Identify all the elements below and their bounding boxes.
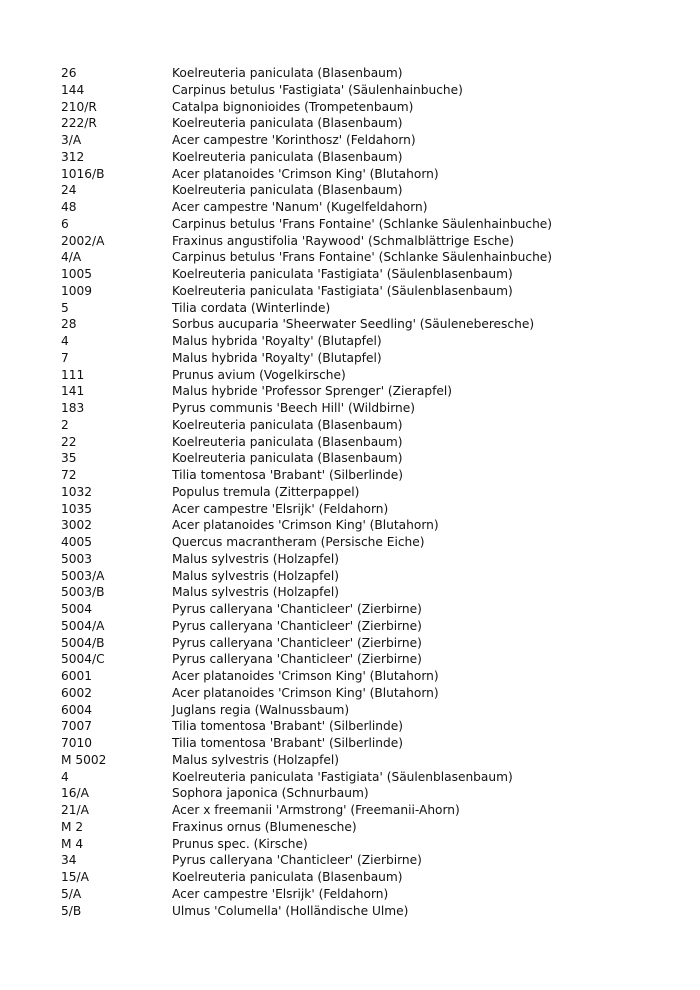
list-item <box>61 635 661 652</box>
tree-number: 16/A <box>61 786 89 801</box>
tree-species: Koelreuteria paniculata 'Fastigiata' (Säulenblasenbaum) <box>172 283 513 298</box>
list-item <box>61 836 661 853</box>
list-item <box>61 852 661 869</box>
tree-number: 1005 <box>61 267 93 281</box>
tree-number: 5 <box>61 300 69 315</box>
tree-number: 183 <box>61 401 85 415</box>
tree-species: Malus sylvestris (Holzapfel) <box>172 585 340 600</box>
list-item <box>61 233 661 250</box>
tree-species: Acer platanoides 'Crimson King' (Blutahorn) <box>172 166 439 181</box>
list-item <box>61 434 661 451</box>
list-item <box>61 400 661 417</box>
tree-species: Koelreuteria paniculata (Blasenbaum) <box>172 66 403 80</box>
list-item <box>61 283 661 300</box>
tree-number: 5003 <box>61 551 93 566</box>
list-item <box>61 82 661 99</box>
list-item <box>61 300 661 317</box>
tree-species: Carpinus betulus 'Fastigiata' (Säulenhainbuche) <box>172 82 463 97</box>
tree-species: Carpinus betulus 'Frans Fontaine' (Schlanke Säulenhainbuche) <box>172 216 553 231</box>
tree-number: M 5002 <box>61 752 107 767</box>
tree-number: 312 <box>61 149 85 164</box>
tree-species: Acer campestre 'Elsrijk' (Feldahorn) <box>172 886 389 901</box>
list-item <box>61 551 661 568</box>
tree-species: Malus hybride 'Professor Sprenger' (Zierapfel) <box>172 384 453 399</box>
tree-species: Koelreuteria paniculata (Blasenbaum) <box>172 417 403 432</box>
list-item <box>61 467 661 484</box>
tree-species: Carpinus betulus 'Frans Fontaine' (Schlanke Säulenhainbuche) <box>172 250 553 265</box>
list-item <box>61 417 661 434</box>
list-item <box>61 534 661 551</box>
tree-number: 7010 <box>61 736 93 750</box>
list-item <box>61 769 661 786</box>
tree-species: Juglans regia (Walnussbaum) <box>172 702 350 717</box>
tree-number: 6002 <box>61 685 93 700</box>
tree-number: 28 <box>61 317 77 332</box>
tree-species: Acer campestre 'Korinthosz' (Feldahorn) <box>172 133 416 147</box>
tree-number: 6001 <box>61 669 93 683</box>
tree-species: Acer campestre 'Nanum' (Kugelfeldahorn) <box>172 200 428 214</box>
list-item <box>61 752 661 769</box>
tree-species: Tilia tomentosa 'Brabant' (Silberlinde) <box>172 468 403 482</box>
tree-species: Prunus avium (Vogelkirsche) <box>172 367 346 382</box>
list-item <box>61 333 661 350</box>
tree-species: Koelreuteria paniculata (Blasenbaum) <box>172 451 403 466</box>
tree-species: Koelreuteria paniculata 'Fastigiata' (Säulenblasenbaum) <box>172 769 513 784</box>
list-item <box>61 501 661 518</box>
tree-number: 21/A <box>61 803 89 817</box>
list-item <box>61 65 661 82</box>
list-item <box>61 802 661 819</box>
tree-number: 24 <box>61 183 77 198</box>
list-item <box>61 702 661 719</box>
tree-species: Malus sylvestris (Holzapfel) <box>172 752 340 767</box>
list-item <box>61 249 661 266</box>
list-item <box>61 199 661 216</box>
tree-number: 5/A <box>61 886 82 901</box>
tree-species: Pyrus calleryana 'Chanticleer' (Zierbirne) <box>172 652 422 667</box>
tree-species: Koelreuteria paniculata (Blasenbaum) <box>172 149 403 164</box>
list-item <box>61 718 661 735</box>
tree-number: 7 <box>61 350 69 365</box>
tree-number: 3/A <box>61 133 82 147</box>
tree-species: Acer campestre 'Elsrijk' (Feldahorn) <box>172 501 389 516</box>
tree-species: Malus sylvestris (Holzapfel) <box>172 551 340 566</box>
tree-species: Catalpa bignonioides (Trompetenbaum) <box>172 99 414 114</box>
tree-number: 5003/B <box>61 585 105 600</box>
tree-number: 4 <box>61 334 69 348</box>
tree-number: 35 <box>61 451 77 466</box>
tree-species: Sophora japonica (Schnurbaum) <box>172 786 369 801</box>
tree-species: Koelreuteria paniculata (Blasenbaum) <box>172 434 403 449</box>
tree-species: Malus hybrida 'Royalty' (Blutapfel) <box>172 334 382 348</box>
list-item <box>61 166 661 183</box>
tree-species: Populus tremula (Zitterpappel) <box>172 484 360 499</box>
tree-number: 1032 <box>61 484 93 499</box>
tree-number: 111 <box>61 367 85 382</box>
list-item <box>61 903 661 920</box>
tree-species: Fraxinus angustifolia 'Raywood' (Schmalblättrige Esche) <box>172 233 514 248</box>
tree-number: 34 <box>61 853 77 868</box>
list-item <box>61 149 661 166</box>
tree-species: Malus hybrida 'Royalty' (Blutapfel) <box>172 350 382 365</box>
list-item <box>61 601 661 618</box>
tree-species: Koelreuteria paniculata (Blasenbaum) <box>172 183 403 198</box>
tree-species: Acer x freemanii 'Armstrong' (Freemanii-Ahorn) <box>172 803 460 817</box>
tree-number: 48 <box>61 200 77 214</box>
list-item <box>61 316 661 333</box>
tree-number: M 2 <box>61 819 84 834</box>
list-item <box>61 735 661 752</box>
tree-number: 5004 <box>61 602 93 616</box>
tree-species: Fraxinus ornus (Blumenesche) <box>172 819 357 834</box>
tree-number: 15/A <box>61 870 89 884</box>
tree-number: 4005 <box>61 535 93 549</box>
tree-species: Pyrus communis 'Beech Hill' (Wildbirne) <box>172 401 415 415</box>
list-item <box>61 668 661 685</box>
tree-species: Malus sylvestris (Holzapfel) <box>172 568 340 583</box>
tree-number: 141 <box>61 384 85 399</box>
list-item <box>61 618 661 635</box>
list-item <box>61 350 661 367</box>
list-item <box>61 651 661 668</box>
list-item <box>61 484 661 501</box>
tree-species: Koelreuteria paniculata 'Fastigiata' (Säulenblasenbaum) <box>172 267 513 281</box>
tree-number: 5/B <box>61 903 82 918</box>
tree-number: 5004/B <box>61 635 105 650</box>
tree-number: 6004 <box>61 702 93 717</box>
tree-number: 1035 <box>61 501 93 516</box>
tree-species: Koelreuteria paniculata (Blasenbaum) <box>172 116 403 131</box>
list-item <box>61 785 661 802</box>
tree-species: Quercus macrantheram (Persische Eiche) <box>172 535 425 549</box>
tree-number: M 4 <box>61 836 84 851</box>
list-item <box>61 115 661 132</box>
list-item <box>61 517 661 534</box>
list-item <box>61 132 661 149</box>
tree-number: 222/R <box>61 116 97 131</box>
list-item <box>61 685 661 702</box>
tree-number: 6 <box>61 216 69 231</box>
list-item <box>61 182 661 199</box>
list-item <box>61 584 661 601</box>
tree-number: 7007 <box>61 719 93 734</box>
tree-number: 2 <box>61 417 69 432</box>
list-item <box>61 99 661 116</box>
tree-species: Tilia tomentosa 'Brabant' (Silberlinde) <box>172 719 403 734</box>
tree-species: Sorbus aucuparia 'Sheerwater Seedling' (Säuleneberesche) <box>172 317 535 332</box>
list-item <box>61 216 661 233</box>
list-item <box>61 450 661 467</box>
tree-species: Pyrus calleryana 'Chanticleer' (Zierbirne) <box>172 618 422 633</box>
tree-number: 22 <box>61 434 77 449</box>
tree-species: Pyrus calleryana 'Chanticleer' (Zierbirne) <box>172 635 422 650</box>
tree-number: 1016/B <box>61 166 105 181</box>
tree-species: Acer platanoides 'Crimson King' (Blutahorn) <box>172 669 439 683</box>
tree-species: Ulmus 'Columella' (Holländische Ulme) <box>172 903 409 918</box>
tree-number: 144 <box>61 82 85 97</box>
tree-number: 1009 <box>61 283 93 298</box>
tree-species: Tilia tomentosa 'Brabant' (Silberlinde) <box>172 736 403 750</box>
tree-number: 72 <box>61 468 77 482</box>
tree-list <box>61 65 661 919</box>
tree-species: Pyrus calleryana 'Chanticleer' (Zierbirne) <box>172 853 422 868</box>
tree-species: Prunus spec. (Kirsche) <box>172 836 308 851</box>
list-item <box>61 886 661 903</box>
tree-number: 5003/A <box>61 568 105 583</box>
tree-number: 5004/C <box>61 652 105 667</box>
tree-number: 5004/A <box>61 618 105 633</box>
list-item <box>61 383 661 400</box>
tree-species: Pyrus calleryana 'Chanticleer' (Zierbirne) <box>172 602 422 616</box>
tree-number: 2002/A <box>61 233 105 248</box>
list-item <box>61 568 661 585</box>
list-item <box>61 367 661 384</box>
tree-number: 4 <box>61 769 69 784</box>
list-item <box>61 869 661 886</box>
list-item <box>61 266 661 283</box>
tree-species: Tilia cordata (Winterlinde) <box>172 300 331 315</box>
tree-number: 3002 <box>61 518 93 533</box>
tree-number: 4/A <box>61 250 82 265</box>
list-item <box>61 819 661 836</box>
tree-species: Acer platanoides 'Crimson King' (Blutahorn) <box>172 518 439 533</box>
tree-number: 210/R <box>61 99 97 114</box>
tree-species: Koelreuteria paniculata (Blasenbaum) <box>172 870 403 884</box>
tree-number: 26 <box>61 66 77 80</box>
tree-species: Acer platanoides 'Crimson King' (Blutahorn) <box>172 685 439 700</box>
